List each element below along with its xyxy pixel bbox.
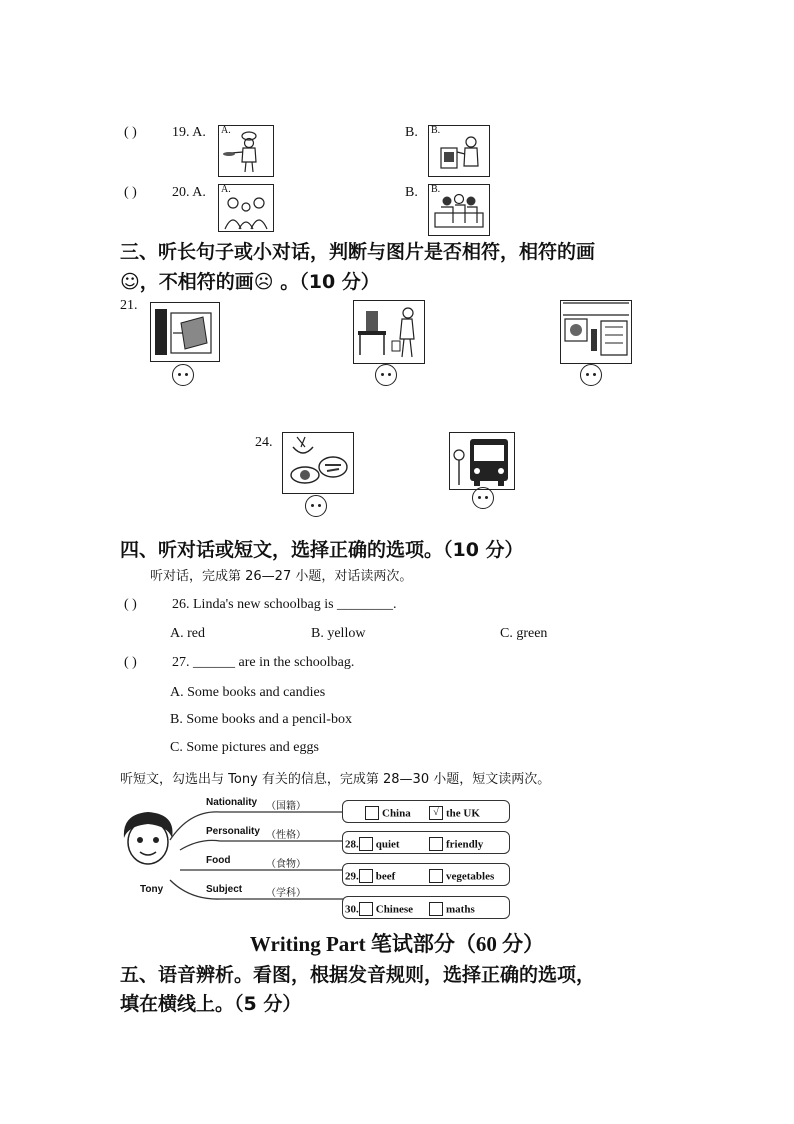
q28-number: 28. [345, 838, 359, 851]
q27-option-b[interactable]: B. Some books and a pencil-box [170, 712, 352, 727]
writing-part-title: Writing Part 笔试部分（60 分） [249, 932, 545, 956]
tony-row3-cn: （食物） [266, 859, 306, 870]
quiet-checkbox[interactable] [359, 837, 373, 851]
q20-image-b [428, 184, 490, 236]
tony-row2-label: Personality [206, 826, 260, 837]
tony-row3-label: Food [206, 855, 231, 866]
q20-option-b-label: B. [405, 185, 418, 200]
q25-image [449, 432, 515, 490]
q26-question: 26. Linda's new schoolbag is ________. [172, 597, 397, 612]
q27-answer-blank[interactable]: ( ) [124, 655, 137, 670]
the-uk-label: the UK [446, 807, 480, 820]
bus-stop-icon [450, 433, 514, 489]
tony-row1-label: Nationality [206, 797, 258, 808]
chinese-label: Chinese [375, 903, 414, 916]
beef-label: beef [375, 870, 396, 883]
q30-number: 30. [345, 903, 359, 916]
q19-image-a-tag: A. [221, 125, 231, 136]
q26-option-b[interactable]: B. yellow [311, 626, 366, 641]
q19-image-a [218, 125, 274, 177]
q21-image [150, 302, 220, 362]
section4-instruction2: 听短文，勾选出与 Tony 有关的信息，完成第 28—30 小题，短文读两次。 [120, 772, 551, 787]
tony-row2-cn: （性格） [266, 830, 306, 841]
maths-label: maths [446, 903, 475, 916]
tony-row1-cn: （国籍） [266, 801, 306, 812]
q20-image-a [218, 184, 274, 232]
quiet-label: quiet [375, 838, 400, 851]
section5-title-line2: 填在横线上。（5 分） [120, 993, 302, 1015]
beef-checkbox[interactable] [359, 869, 373, 883]
tony-connector-lines [160, 800, 350, 920]
q19-image-b-tag: B. [431, 125, 441, 136]
the-uk-checkbox[interactable]: √ [429, 806, 443, 820]
friendly-label: friendly [446, 838, 484, 851]
q20-number: 20. A. [172, 185, 206, 200]
q20-image-a-tag: A. [221, 184, 231, 195]
q27-option-a[interactable]: A. Some books and candies [170, 685, 326, 700]
vegetables-label: vegetables [446, 870, 495, 883]
tony-row1-options [342, 800, 510, 823]
section5-title-line1: 五、语音辨析。看图，根据发音规则，选择正确的选项， [120, 964, 596, 986]
china-checkbox[interactable] [365, 806, 379, 820]
q20-image-b-tag: B. [431, 184, 441, 195]
q26-answer-blank[interactable]: ( ) [124, 597, 137, 612]
q27-question: 27. ______ are in the schoolbag. [172, 655, 355, 670]
section3-title-line1: 三、听长句子或小对话，判断与图片是否相符，相符的画 [120, 241, 596, 263]
q22-image [353, 300, 425, 364]
section4-instruction: 听对话，完成第 26—27 小题，对话读两次。 [150, 569, 413, 584]
q19-number: 19. A. [172, 125, 206, 140]
q20-answer-blank[interactable]: ( ) [124, 185, 137, 200]
living-room-icon [561, 301, 631, 363]
tony-row3-options [342, 863, 510, 886]
q26-option-a[interactable]: A. red [170, 626, 205, 641]
q24-number: 24. [255, 435, 273, 450]
maths-checkbox[interactable] [429, 902, 443, 916]
q22-face-answer[interactable] [375, 364, 397, 386]
friendly-checkbox[interactable] [429, 837, 443, 851]
china-label: China [382, 807, 411, 820]
food-dishes-icon [283, 433, 353, 493]
q26-option-c[interactable]: C. green [500, 626, 548, 641]
window-curtain-icon [151, 303, 219, 361]
tony-row4-cn: （学科） [266, 888, 306, 899]
tony-row4-label: Subject [206, 884, 243, 895]
q19-answer-blank[interactable]: ( ) [124, 125, 137, 140]
q19-option-b-label: B. [405, 125, 418, 140]
q19-image-b [428, 125, 490, 177]
q24-face-answer[interactable] [305, 495, 327, 517]
section4-title: 四、听对话或短文，选择正确的选项。（10 分） [120, 539, 524, 561]
tony-row4-options [342, 896, 510, 919]
student-and-desk-icon [354, 301, 424, 363]
q29-number: 29. [345, 870, 359, 883]
q27-option-c[interactable]: C. Some pictures and eggs [170, 740, 319, 755]
q21-face-answer[interactable] [172, 364, 194, 386]
tony-row2-options [342, 831, 510, 854]
q21-number: 21. [120, 298, 138, 313]
q23-image [560, 300, 632, 364]
q24-image [282, 432, 354, 494]
q25-face-answer[interactable] [472, 487, 494, 509]
vegetables-checkbox[interactable] [429, 869, 443, 883]
chinese-checkbox[interactable] [359, 902, 373, 916]
tony-name: Tony [140, 884, 164, 895]
section3-title-line2: ☺，不相符的画☹ 。（10 分） [120, 271, 380, 293]
q23-face-answer[interactable] [580, 364, 602, 386]
